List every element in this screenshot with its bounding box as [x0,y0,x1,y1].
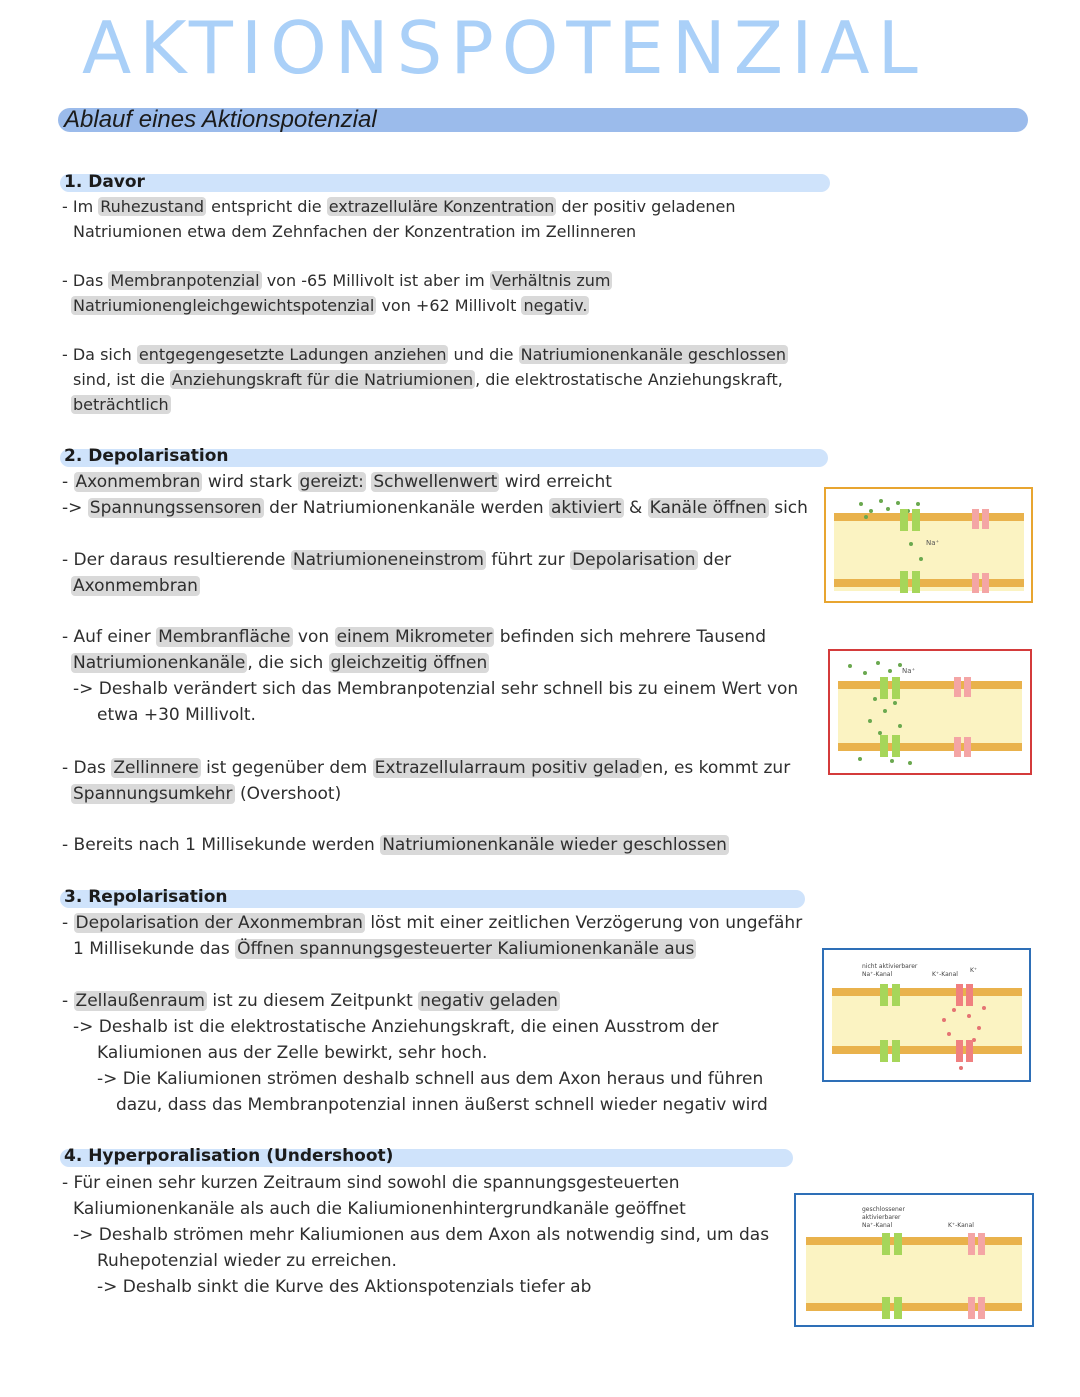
page-subtitle: Ablauf eines Aktionspotenzial [64,106,377,133]
svg-text:Na⁺-Kanal: Na⁺-Kanal [862,971,893,978]
text-line: - Axonmembran wird stark gereizt: Schwellenwert wird erreicht [62,472,612,492]
section-title-davor: 1. Davor [64,172,145,192]
text-line: Natriumionenkanäle , die sich gleichzeitig öffnen [73,653,488,673]
text-line: Kaliumionenkanäle als auch die Kaliumionenhintergrundkanäle geöffnet [73,1199,686,1219]
text-line: -> Deshalb sinkt die Kurve des Aktionspotenzials tiefer ab [97,1277,592,1297]
svg-text:Na⁺: Na⁺ [902,667,916,675]
figure-k-efflux [822,948,1031,1082]
figure-na-influx [828,649,1032,775]
text-line: Natriumionen etwa dem Zehnfachen der Konzentration im Zellinneren [73,222,637,241]
text-line: sind, ist die Anziehungskraft für die Natriumionen , die elektrostatische Anziehungskraft, [73,370,783,389]
text-line: Ruhepotenzial wieder zu erreichen. [97,1251,397,1271]
text-line: - Auf einer Membranfläche von einem Mikrometer befinden sich mehrere Tausend [62,627,766,647]
text-line: dazu, dass das Membranpotenzial innen äußerst schnell wieder negativ wird [116,1095,768,1115]
text-line: -> Spannungssensoren der Natriumionenkanäle werden aktiviert & Kanäle öffnen sich [62,498,808,518]
svg-text:nicht aktivierbarer: nicht aktivierbarer [862,963,918,970]
text-line: etwa +30 Millivolt. [97,705,256,725]
svg-text:K⁺-Kanal: K⁺-Kanal [948,1222,974,1229]
text-line: - Im Ruhezustand entspricht die extrazelluläre Konzentration der positiv geladenen [62,197,736,216]
svg-text:K⁺-Kanal: K⁺-Kanal [932,971,958,978]
text-line: - Bereits nach 1 Millisekunde werden Natriumionenkanäle wieder geschlossen [62,835,727,855]
text-line: - Depolarisation der Axonmembran löst mit einer zeitlichen Verzögerung von ungefähr [62,913,803,933]
text-line: - Da sich entgegengesetzte Ladungen anziehen und die Natriumionenkanäle geschlossen [62,345,787,364]
section-highlight [60,174,830,192]
svg-text:aktivierbarer: aktivierbarer [862,1214,901,1221]
svg-text:Na⁺-Kanal: Na⁺-Kanal [862,1222,893,1229]
text-line: 1 Millisekunde das Öffnen spannungsgesteuerter Kaliumionenkanäle aus [73,939,695,959]
text-line: - Das Zellinnere ist gegenüber dem Extrazellularraum positiv gelad en, es kommt zur [62,758,791,778]
section-title-hyperpolarisation: 4. Hyperporalisation (Undershoot) [64,1146,394,1166]
svg-text:Na⁺: Na⁺ [926,539,940,547]
text-line: Spannungsumkehr (Overshoot) [73,784,342,804]
text-line: -> Deshalb ist die elektrostatische Anziehungskraft, die einen Ausstrom der [73,1017,719,1037]
text-line: Natriumionengleichgewichtspotenzial von +62 Millivolt negativ. [73,296,588,315]
figure-na-channel-activation [824,487,1033,603]
page-title: AKTIONSPOTENZIAL [82,6,926,90]
text-line: Kaliumionen aus der Zelle bewirkt, sehr hoch. [97,1043,488,1063]
text-line: - Zellaußenraum ist zu diesem Zeitpunkt negativ geladen [62,991,558,1011]
svg-text:geschlossener: geschlossener [862,1206,905,1213]
text-line: - Der daraus resultierende Natriumioneneinstrom führt zur Depolarisation der [62,550,732,570]
text-line: -> Die Kaliumionen strömen deshalb schnell aus dem Axon heraus und führen [97,1069,764,1089]
text-line: - Das Membranpotenzial von -65 Millivolt ist aber im Verhältnis zum [62,271,611,290]
text-line: -> Deshalb strömen mehr Kaliumionen aus dem Axon als notwendig sind, um das [73,1225,770,1245]
svg-text:K⁺: K⁺ [970,967,978,974]
text-line: -> Deshalb verändert sich das Membranpotenzial sehr schnell bis zu einem Wert von [73,679,799,699]
section-title-repolarisation: 3. Repolarisation [64,887,228,907]
section-title-depolarisation: 2. Depolarisation [64,446,229,466]
figure-hyperpolarisation [794,1193,1034,1327]
text-line: beträchtlich [73,395,169,414]
text-line: Axonmembran [73,576,198,596]
text-line: - Für einen sehr kurzen Zeitraum sind sowohl die spannungsgesteuerten [62,1173,680,1193]
